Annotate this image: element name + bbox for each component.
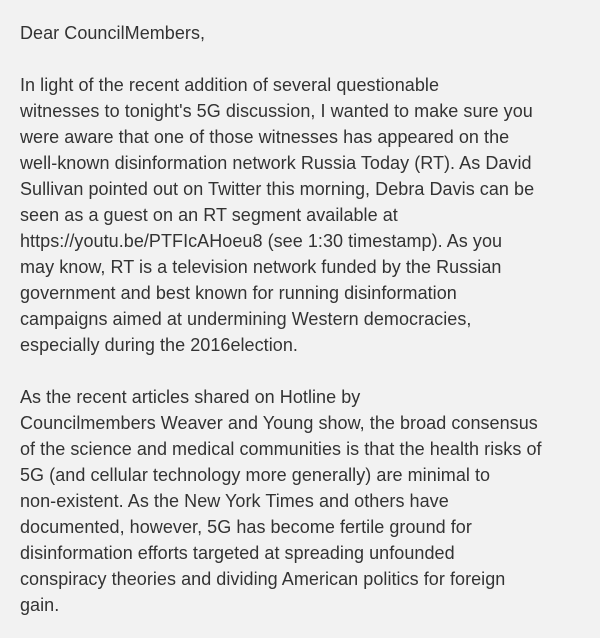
paragraph-line: Sullivan pointed out on Twitter this morning, Debra Davis can be — [20, 179, 535, 199]
paragraph-line: 5G (and cellular technology more generally) are minimal to — [20, 465, 491, 485]
paragraph-line: gain. — [20, 595, 60, 615]
paragraph-line: conspiracy theories and dividing American politics for foreign — [20, 569, 506, 589]
youtube-url-line: https://youtu.be/PTFIcAHoeu8 (see 1:30 timestamp). As you — [20, 231, 503, 251]
paragraph-line: of the science and medical communities is that the health risks of — [20, 439, 542, 459]
paragraph-line: may know, RT is a television network funded by the Russian — [20, 257, 502, 277]
salutation: Dear CouncilMembers, — [20, 23, 206, 43]
paragraph-line: were aware that one of those witnesses has appeared on the — [20, 127, 510, 147]
paragraph-rt-witness — [20, 72, 586, 358]
paragraph-line: campaigns aimed at undermining Western democracies, — [20, 309, 472, 329]
paragraph-line: especially during the 2016election. — [20, 335, 298, 355]
paragraph-line: well-known disinformation network Russia Today (RT). As David — [20, 153, 532, 173]
paragraph-line: government and best known for running disinformation — [20, 283, 457, 303]
paragraph-line: In light of the recent addition of several questionable — [20, 75, 440, 95]
paragraph-5g-consensus — [20, 384, 586, 618]
paragraph-line: disinformation efforts targeted at spreading unfounded — [20, 543, 455, 563]
paragraph-line: seen as a guest on an RT segment available at — [20, 205, 398, 225]
paragraph-line: non-existent. As the New York Times and others have — [20, 491, 449, 511]
paragraph-line: witnesses to tonight's 5G discussion, I wanted to make sure you — [20, 101, 533, 121]
paragraph-line: documented, however, 5G has become fertile ground for — [20, 517, 472, 537]
paragraph-line: As the recent articles shared on Hotline by — [20, 387, 361, 407]
paragraph-line: Councilmembers Weaver and Young show, the broad consensus — [20, 413, 538, 433]
